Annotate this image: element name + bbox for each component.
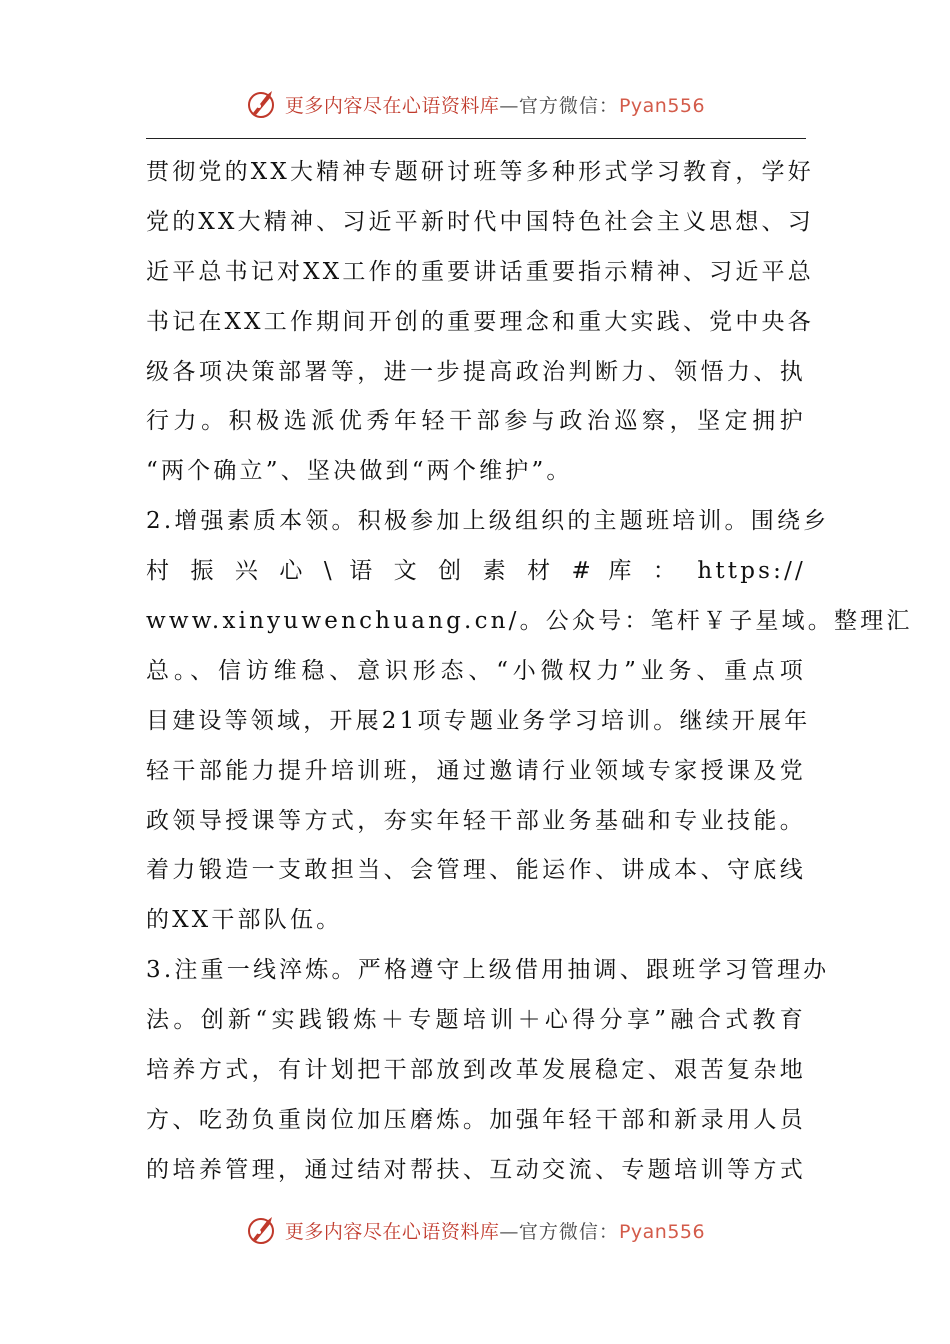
pen-nib-logo-icon — [245, 87, 279, 121]
body-line: 的XX干部队伍。 — [146, 907, 343, 934]
header-dash: — — [499, 94, 519, 117]
body-line: 村 振 兴 心 \ 语 文 创 素 材 # 库 ： https:// — [146, 558, 806, 585]
body-line: 培养方式，有计划把干部放到改革发展稳定、艰苦复杂地 — [146, 1057, 806, 1084]
body-line: 近平总书记对XX工作的重要讲话重要指示精神、习近平总 — [146, 258, 814, 285]
footer-wechat-label: 官方微信： — [518, 1220, 619, 1243]
footer-wechat-id: Pyan556 — [618, 1220, 706, 1243]
body-line: www.xinyuwenchuang.cn/。公众号：笔杆￥子星域。整理汇 — [146, 608, 913, 635]
body-line: “两个确立”、坚决做到“两个维护”。 — [146, 458, 573, 485]
body-line: 党的XX大精神、习近平新时代中国特色社会主义思想、习 — [146, 208, 814, 235]
body-line: 总。、信访维稳、意识形态、“小微权力”业务、重点项 — [146, 657, 806, 684]
header-site-text: 更多内容尽在心语资料库 — [284, 94, 500, 117]
footer-site-text: 更多内容尽在心语资料库 — [284, 1220, 500, 1243]
body-line: 着力锻造一支敢担当、会管理、能运作、讲成本、守底线 — [146, 857, 806, 884]
body-line: 政领导授课等方式，夯实年轻干部业务基础和专业技能。 — [146, 807, 806, 834]
body-line: 行力。积极选派优秀年轻干部参与政治巡察，坚定拥护 — [146, 408, 806, 435]
body-line: 的培养管理，通过结对帮扶、互动交流、专题培训等方式 — [146, 1156, 806, 1183]
header-rule — [146, 138, 806, 139]
body-line: 法。创新“实践锻炼＋专题培训＋心得分享”融合式教育 — [146, 1007, 806, 1034]
body-line: 贯彻党的XX大精神专题研讨班等多种形式学习教育，学好 — [146, 159, 814, 185]
footer-banner — [0, 1210, 950, 1250]
body-line: 方、吃劲负重岗位加压磨炼。加强年轻干部和新录用人员 — [146, 1106, 806, 1133]
header-banner-text — [285, 91, 705, 118]
header-wechat-id: Pyan556 — [618, 94, 706, 117]
section-heading-line: 3.注重一线淬炼。严格遵守上级借用抽调、跟班学习管理办 — [146, 957, 830, 984]
footer-dash: — — [499, 1220, 519, 1243]
section-heading-line: 2.增强素质本领。积极参加上级组织的主题班培训。围绕乡 — [146, 508, 830, 535]
pen-nib-logo-icon — [245, 1213, 279, 1247]
footer-banner-text — [285, 1217, 705, 1244]
body-line: 目建设等领域，开展21项专题业务学习培训。继续开展年 — [146, 707, 811, 734]
header-wechat-label: 官方微信： — [518, 94, 619, 117]
body-line: 书记在XX工作期间开创的重要理念和重大实践、党中央各 — [146, 308, 814, 335]
body-line: 级各项决策部署等，进一步提高政治判断力、领悟力、执 — [146, 358, 806, 385]
body-line: 轻干部能力提升培训班，通过邀请行业领域专家授课及党 — [146, 757, 806, 784]
header-banner — [0, 84, 950, 124]
document-body — [146, 148, 913, 1196]
